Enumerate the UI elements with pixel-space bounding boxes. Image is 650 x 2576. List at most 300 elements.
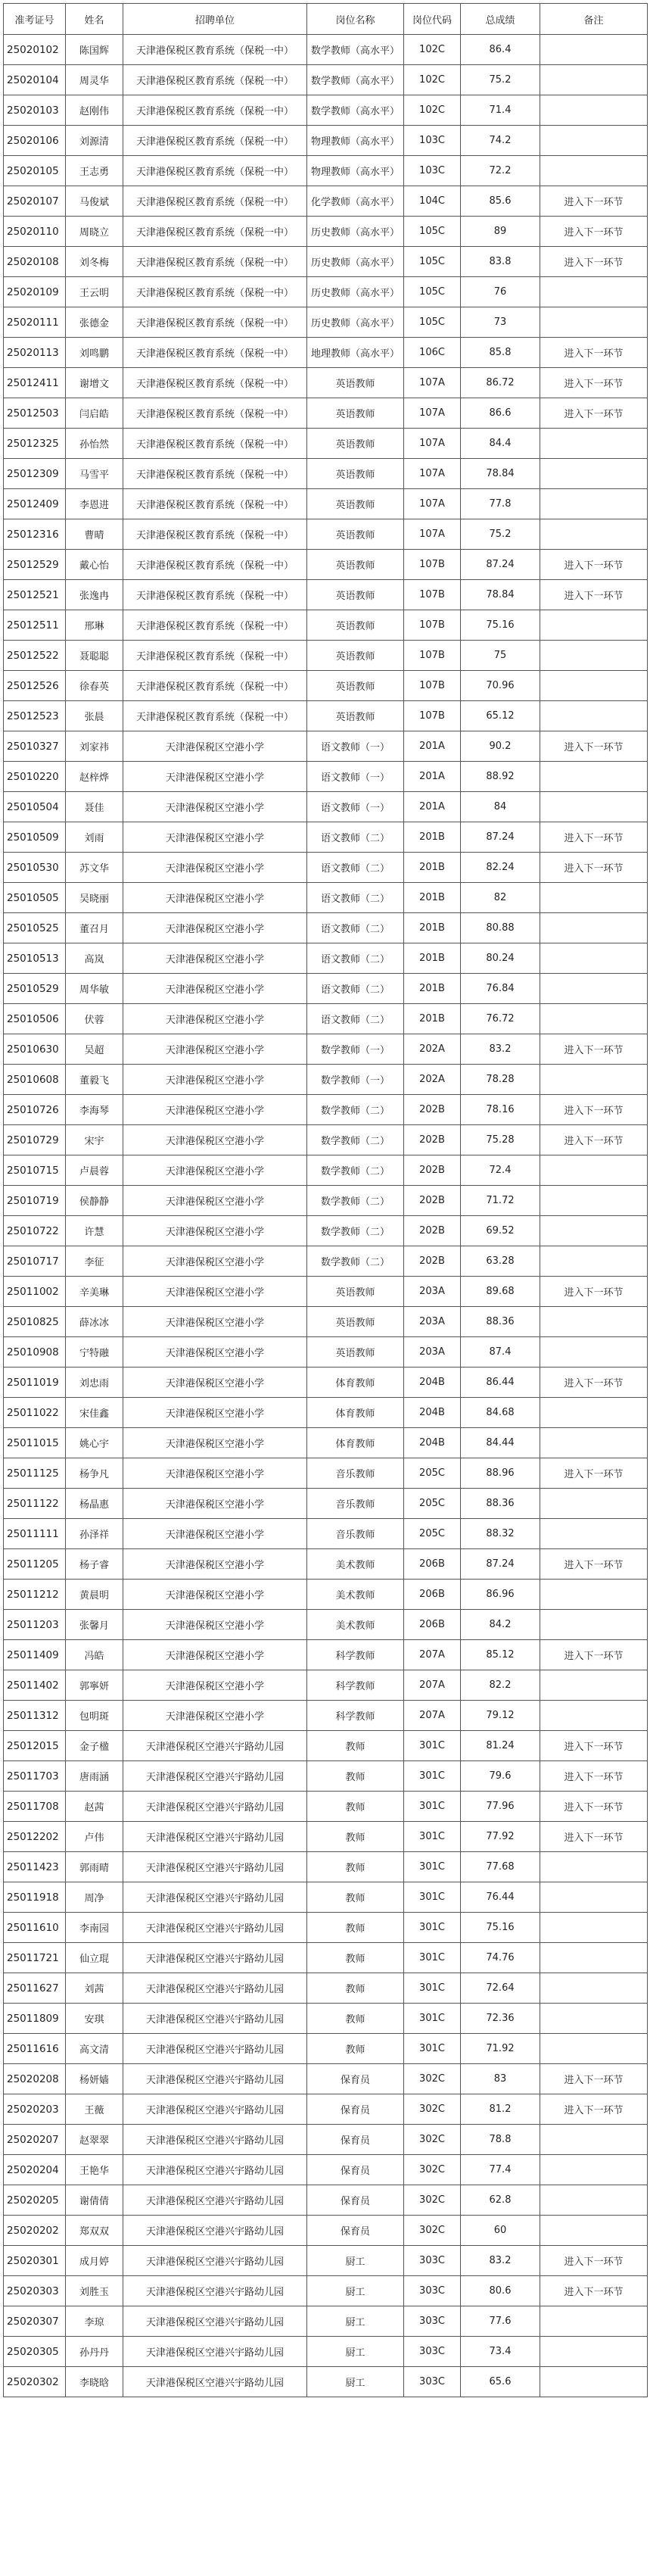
cell-name: 许慧 <box>66 1216 123 1246</box>
table-row <box>4 883 648 913</box>
cell-name: 戴心怡 <box>66 550 123 580</box>
cell-total-score: 83.2 <box>461 2246 540 2276</box>
cell-exam-id: 25010525 <box>4 913 66 943</box>
cell-name: 张晨 <box>66 701 123 731</box>
cell-total-score: 88.36 <box>461 1307 540 1337</box>
cell-position-code: 301C <box>404 1731 461 1761</box>
cell-position-code: 107A <box>404 519 461 550</box>
table-row <box>4 792 648 822</box>
table-row <box>4 338 648 368</box>
cell-position-code: 202B <box>404 1155 461 1186</box>
cell-name: 刘茜 <box>66 1973 123 2004</box>
cell-remark <box>540 429 648 459</box>
cell-total-score: 77.68 <box>461 1852 540 1882</box>
cell-name: 刘鸣鹏 <box>66 338 123 368</box>
cell-position: 教师 <box>307 2034 404 2064</box>
table-row <box>4 1670 648 1701</box>
cell-employer: 天津港保税区空港小学 <box>123 1670 307 1701</box>
cell-employer: 天津港保税区空港兴宇路幼儿园 <box>123 1761 307 1792</box>
cell-employer: 天津港保税区空港小学 <box>123 913 307 943</box>
cell-position-code: 303C <box>404 2367 461 2397</box>
cell-position-code: 205C <box>404 1519 461 1549</box>
cell-position-code: 207A <box>404 1701 461 1731</box>
cell-total-score: 75.28 <box>461 1125 540 1155</box>
table-row <box>4 368 648 398</box>
cell-position: 美术教师 <box>307 1549 404 1580</box>
cell-position: 数学教师（二） <box>307 1216 404 1246</box>
table-row <box>4 126 648 156</box>
cell-name: 孙怡然 <box>66 429 123 459</box>
cell-remark <box>540 1943 648 1973</box>
table-row <box>4 1065 648 1095</box>
cell-position-code: 107B <box>404 641 461 671</box>
cell-position-code: 201A <box>404 762 461 792</box>
cell-position: 科学教师 <box>307 1640 404 1670</box>
cell-name: 宋佳鑫 <box>66 1398 123 1428</box>
cell-remark <box>540 1913 648 1943</box>
cell-position-code: 105C <box>404 247 461 277</box>
cell-remark <box>540 1186 648 1216</box>
cell-employer: 天津港保税区教育系统（保税一中） <box>123 247 307 277</box>
cell-position-code: 206B <box>404 1580 461 1610</box>
cell-remark <box>540 883 648 913</box>
cell-position: 语文教师（一） <box>307 731 404 762</box>
cell-position-code: 106C <box>404 338 461 368</box>
cell-position-code: 203A <box>404 1277 461 1307</box>
cell-employer: 天津港保税区空港兴宇路幼儿园 <box>123 1882 307 1913</box>
cell-total-score: 87.24 <box>461 550 540 580</box>
table-row <box>4 1428 648 1458</box>
cell-name: 刘雨 <box>66 822 123 853</box>
cell-employer: 天津港保税区空港兴宇路幼儿园 <box>123 1822 307 1852</box>
cell-position-code: 203A <box>404 1337 461 1368</box>
cell-total-score: 65.6 <box>461 2367 540 2397</box>
table-row <box>4 1640 648 1670</box>
cell-total-score: 79.12 <box>461 1701 540 1731</box>
cell-remark: 进入下一环节 <box>540 2064 648 2094</box>
cell-name: 金子楹 <box>66 1731 123 1761</box>
cell-exam-id: 25011409 <box>4 1640 66 1670</box>
table-row <box>4 1489 648 1519</box>
cell-employer: 天津港保税区教育系统（保税一中） <box>123 338 307 368</box>
cell-position-code: 102C <box>404 95 461 126</box>
cell-total-score: 71.72 <box>461 1186 540 1216</box>
cell-position: 美术教师 <box>307 1610 404 1640</box>
cell-exam-id: 25011721 <box>4 1943 66 1973</box>
cell-remark: 进入下一环节 <box>540 1368 648 1398</box>
cell-exam-id: 25010220 <box>4 762 66 792</box>
cell-position-code: 301C <box>404 1761 461 1792</box>
cell-total-score: 74.76 <box>461 1943 540 1973</box>
cell-position-code: 102C <box>404 65 461 95</box>
cell-position: 数学教师（高水平） <box>307 95 404 126</box>
cell-remark: 进入下一环节 <box>540 1761 648 1792</box>
table-row <box>4 974 648 1004</box>
cell-total-score: 86.72 <box>461 368 540 398</box>
cell-remark <box>540 701 648 731</box>
cell-position-code: 202B <box>404 1095 461 1125</box>
cell-exam-id: 25012526 <box>4 671 66 701</box>
cell-position: 数学教师（一） <box>307 1065 404 1095</box>
cell-position-code: 206B <box>404 1549 461 1580</box>
cell-employer: 天津港保税区空港小学 <box>123 1004 307 1034</box>
cell-position-code: 303C <box>404 2337 461 2367</box>
cell-position: 英语教师 <box>307 1307 404 1337</box>
cell-exam-id: 25020207 <box>4 2125 66 2155</box>
table-row <box>4 1186 648 1216</box>
cell-employer: 天津港保税区教育系统（保税一中） <box>123 671 307 701</box>
cell-employer: 天津港保税区空港兴宇路幼儿园 <box>123 2185 307 2216</box>
cell-position: 数学教师（二） <box>307 1186 404 1216</box>
cell-position-code: 201B <box>404 913 461 943</box>
table-body <box>4 35 648 2397</box>
cell-position-code: 201B <box>404 943 461 974</box>
cell-remark <box>540 156 648 186</box>
cell-remark <box>540 2306 648 2337</box>
cell-position: 地理教师（高水平） <box>307 338 404 368</box>
cell-employer: 天津港保税区教育系统（保税一中） <box>123 489 307 519</box>
table-row <box>4 1216 648 1246</box>
cell-exam-id: 25020301 <box>4 2246 66 2276</box>
cell-remark <box>540 792 648 822</box>
cell-exam-id: 25011203 <box>4 1610 66 1640</box>
cell-position-code: 107A <box>404 368 461 398</box>
cell-name: 赵梓烨 <box>66 762 123 792</box>
cell-employer: 天津港保税区空港小学 <box>123 1610 307 1640</box>
cell-name: 唐雨涵 <box>66 1761 123 1792</box>
cell-employer: 天津港保税区空港小学 <box>123 1065 307 1095</box>
cell-position-code: 301C <box>404 1973 461 2004</box>
cell-name: 董毅飞 <box>66 1065 123 1095</box>
table-row <box>4 1549 648 1580</box>
table-row <box>4 35 648 65</box>
cell-position-code: 204B <box>404 1428 461 1458</box>
table-row <box>4 943 648 974</box>
cell-name: 郑双双 <box>66 2216 123 2246</box>
cell-total-score: 89 <box>461 217 540 247</box>
cell-total-score: 75.2 <box>461 65 540 95</box>
cell-name: 苏文华 <box>66 853 123 883</box>
cell-position-code: 301C <box>404 2034 461 2064</box>
cell-position: 英语教师 <box>307 610 404 641</box>
cell-name: 仙立琨 <box>66 1943 123 1973</box>
cell-employer: 天津港保税区教育系统（保税一中） <box>123 217 307 247</box>
table-row <box>4 822 648 853</box>
cell-employer: 天津港保税区教育系统（保税一中） <box>123 701 307 731</box>
cell-position-code: 301C <box>404 1852 461 1882</box>
cell-name: 徐春英 <box>66 671 123 701</box>
cell-exam-id: 25010908 <box>4 1337 66 1368</box>
cell-employer: 天津港保税区空港兴宇路幼儿园 <box>123 2064 307 2094</box>
cell-remark <box>540 2367 648 2397</box>
cell-name: 姚心宇 <box>66 1428 123 1458</box>
cell-remark: 进入下一环节 <box>540 580 648 610</box>
cell-position: 教师 <box>307 1731 404 1761</box>
cell-name: 宁特融 <box>66 1337 123 1368</box>
table-row <box>4 2306 648 2337</box>
cell-position-code: 105C <box>404 217 461 247</box>
cell-remark <box>540 1428 648 1458</box>
cell-total-score: 81.2 <box>461 2094 540 2125</box>
cell-total-score: 60 <box>461 2216 540 2246</box>
cell-employer: 天津港保税区教育系统（保税一中） <box>123 35 307 65</box>
table-row <box>4 853 648 883</box>
table-row <box>4 610 648 641</box>
cell-name: 王志勇 <box>66 156 123 186</box>
cell-exam-id: 25010509 <box>4 822 66 853</box>
cell-position-code: 107A <box>404 489 461 519</box>
cell-position-code: 204B <box>404 1368 461 1398</box>
cell-total-score: 77.6 <box>461 2306 540 2337</box>
cell-employer: 天津港保税区空港兴宇路幼儿园 <box>123 2367 307 2397</box>
cell-exam-id: 25011312 <box>4 1701 66 1731</box>
cell-total-score: 73 <box>461 307 540 338</box>
cell-exam-id: 25011212 <box>4 1580 66 1610</box>
cell-exam-id: 25010504 <box>4 792 66 822</box>
table-row <box>4 550 648 580</box>
cell-exam-id: 25010529 <box>4 974 66 1004</box>
cell-total-score: 84.4 <box>461 429 540 459</box>
table-row <box>4 641 648 671</box>
cell-exam-id: 25012529 <box>4 550 66 580</box>
cell-employer: 天津港保税区空港兴宇路幼儿园 <box>123 2246 307 2276</box>
cell-remark <box>540 65 648 95</box>
cell-exam-id: 25020203 <box>4 2094 66 2125</box>
cell-position: 保育员 <box>307 2094 404 2125</box>
cell-exam-id: 25011111 <box>4 1519 66 1549</box>
cell-name: 卢伟 <box>66 1822 123 1852</box>
cell-total-score: 78.84 <box>461 459 540 489</box>
table-row <box>4 1822 648 1852</box>
table-row <box>4 2155 648 2185</box>
table-row <box>4 1610 648 1640</box>
cell-exam-id: 25020104 <box>4 65 66 95</box>
cell-exam-id: 25011610 <box>4 1913 66 1943</box>
cell-name: 王艳华 <box>66 2155 123 2185</box>
cell-exam-id: 25012015 <box>4 1731 66 1761</box>
cell-total-score: 74.2 <box>461 126 540 156</box>
cell-remark <box>540 277 648 307</box>
cell-employer: 天津港保税区教育系统（保税一中） <box>123 186 307 217</box>
cell-employer: 天津港保税区教育系统（保税一中） <box>123 610 307 641</box>
table-row <box>4 701 648 731</box>
cell-position-code: 301C <box>404 1792 461 1822</box>
cell-name: 周灵华 <box>66 65 123 95</box>
cell-exam-id: 25011019 <box>4 1368 66 1398</box>
cell-remark: 进入下一环节 <box>540 247 648 277</box>
cell-name: 刘胜玉 <box>66 2276 123 2306</box>
cell-position-code: 303C <box>404 2306 461 2337</box>
cell-remark: 进入下一环节 <box>540 1034 648 1065</box>
cell-position: 化学教师（高水平） <box>307 186 404 217</box>
cell-position: 厨工 <box>307 2276 404 2306</box>
table-row <box>4 2276 648 2306</box>
cell-total-score: 82 <box>461 883 540 913</box>
cell-remark: 进入下一环节 <box>540 1277 648 1307</box>
cell-position: 历史教师（高水平） <box>307 307 404 338</box>
cell-total-score: 82.2 <box>461 1670 540 1701</box>
cell-total-score: 83.2 <box>461 1034 540 1065</box>
cell-total-score: 85.6 <box>461 186 540 217</box>
cell-position-code: 202B <box>404 1216 461 1246</box>
cell-position: 音乐教师 <box>307 1458 404 1489</box>
cell-remark: 进入下一环节 <box>540 398 648 429</box>
cell-name: 李恩进 <box>66 489 123 519</box>
cell-remark <box>540 1882 648 1913</box>
cell-remark: 进入下一环节 <box>540 853 648 883</box>
cell-exam-id: 25020205 <box>4 2185 66 2216</box>
cell-position: 教师 <box>307 1792 404 1822</box>
cell-employer: 天津港保税区教育系统（保税一中） <box>123 641 307 671</box>
cell-total-score: 62.8 <box>461 2185 540 2216</box>
cell-exam-id: 25020103 <box>4 95 66 126</box>
cell-remark <box>540 1337 648 1368</box>
header-position-code: 岗位代码 <box>404 4 461 35</box>
cell-position: 数学教师（高水平） <box>307 35 404 65</box>
cell-position: 语文教师（一） <box>307 792 404 822</box>
cell-position: 教师 <box>307 2004 404 2034</box>
cell-position-code: 104C <box>404 186 461 217</box>
cell-exam-id: 25010719 <box>4 1186 66 1216</box>
table-row <box>4 2034 648 2064</box>
cell-employer: 天津港保税区空港小学 <box>123 1519 307 1549</box>
cell-position-code: 201B <box>404 853 461 883</box>
cell-total-score: 85.12 <box>461 1640 540 1670</box>
cell-position-code: 301C <box>404 2004 461 2034</box>
cell-position: 历史教师（高水平） <box>307 247 404 277</box>
cell-name: 李晓晗 <box>66 2367 123 2397</box>
cell-total-score: 78.16 <box>461 1095 540 1125</box>
table-row <box>4 1973 648 2004</box>
cell-name: 冯皓 <box>66 1640 123 1670</box>
cell-position: 英语教师 <box>307 550 404 580</box>
cell-name: 宋宇 <box>66 1125 123 1155</box>
table-row <box>4 2125 648 2155</box>
cell-position: 保育员 <box>307 2125 404 2155</box>
cell-remark: 进入下一环节 <box>540 822 648 853</box>
cell-employer: 天津港保税区空港兴宇路幼儿园 <box>123 1731 307 1761</box>
cell-position: 体育教师 <box>307 1428 404 1458</box>
cell-position: 教师 <box>307 1761 404 1792</box>
header-name: 姓名 <box>66 4 123 35</box>
cell-exam-id: 25010722 <box>4 1216 66 1246</box>
cell-name: 郭寧妍 <box>66 1670 123 1701</box>
table-row <box>4 580 648 610</box>
table-row <box>4 1913 648 1943</box>
cell-remark <box>540 2337 648 2367</box>
cell-name: 包明斑 <box>66 1701 123 1731</box>
cell-employer: 天津港保税区空港小学 <box>123 731 307 762</box>
cell-name: 陈国辉 <box>66 35 123 65</box>
cell-remark <box>540 1307 648 1337</box>
cell-position-code: 207A <box>404 1670 461 1701</box>
cell-exam-id: 25020105 <box>4 156 66 186</box>
table-row <box>4 1882 648 1913</box>
cell-name: 周晓立 <box>66 217 123 247</box>
cell-name: 马雪平 <box>66 459 123 489</box>
cell-remark: 进入下一环节 <box>540 2094 648 2125</box>
cell-total-score: 77.4 <box>461 2155 540 2185</box>
cell-remark: 进入下一环节 <box>540 1731 648 1761</box>
cell-position-code: 201A <box>404 792 461 822</box>
cell-position-code: 202B <box>404 1246 461 1277</box>
cell-name: 王云明 <box>66 277 123 307</box>
table-row <box>4 671 648 701</box>
cell-total-score: 88.36 <box>461 1489 540 1519</box>
cell-remark: 进入下一环节 <box>540 1822 648 1852</box>
cell-exam-id: 25011402 <box>4 1670 66 1701</box>
cell-position: 英语教师 <box>307 489 404 519</box>
cell-exam-id: 25012523 <box>4 701 66 731</box>
cell-position-code: 301C <box>404 1882 461 1913</box>
cell-position: 数学教师（二） <box>307 1155 404 1186</box>
cell-employer: 天津港保税区空港兴宇路幼儿园 <box>123 2125 307 2155</box>
cell-name: 孙丹丹 <box>66 2337 123 2367</box>
cell-position: 保育员 <box>307 2064 404 2094</box>
cell-employer: 天津港保税区空港兴宇路幼儿园 <box>123 2004 307 2034</box>
cell-exam-id: 25012202 <box>4 1822 66 1852</box>
cell-exam-id: 25020106 <box>4 126 66 156</box>
cell-position: 保育员 <box>307 2216 404 2246</box>
cell-remark <box>540 1004 648 1034</box>
cell-name: 高岚 <box>66 943 123 974</box>
cell-employer: 天津港保税区空港兴宇路幼儿园 <box>123 1792 307 1822</box>
cell-position: 体育教师 <box>307 1398 404 1428</box>
table-row <box>4 1246 648 1277</box>
cell-exam-id: 25011002 <box>4 1277 66 1307</box>
table-row <box>4 1701 648 1731</box>
cell-position: 数学教师（二） <box>307 1125 404 1155</box>
cell-employer: 天津港保税区教育系统（保税一中） <box>123 368 307 398</box>
table-row <box>4 398 648 429</box>
cell-remark <box>540 519 648 550</box>
cell-position-code: 205C <box>404 1489 461 1519</box>
cell-employer: 天津港保税区空港小学 <box>123 1125 307 1155</box>
cell-position: 教师 <box>307 1973 404 2004</box>
table-row <box>4 65 648 95</box>
cell-exam-id: 25011423 <box>4 1852 66 1882</box>
table-row <box>4 489 648 519</box>
table-row <box>4 2367 648 2397</box>
table-row <box>4 1792 648 1822</box>
table-row <box>4 156 648 186</box>
cell-position: 英语教师 <box>307 1277 404 1307</box>
table-row <box>4 1307 648 1337</box>
cell-position: 教师 <box>307 1913 404 1943</box>
cell-total-score: 78.84 <box>461 580 540 610</box>
cell-total-score: 88.32 <box>461 1519 540 1549</box>
cell-position-code: 201B <box>404 883 461 913</box>
cell-employer: 天津港保税区空港小学 <box>123 792 307 822</box>
cell-position-code: 302C <box>404 2125 461 2155</box>
table-row <box>4 1398 648 1428</box>
cell-total-score: 83.8 <box>461 247 540 277</box>
cell-position-code: 302C <box>404 2185 461 2216</box>
cell-employer: 天津港保税区教育系统（保税一中） <box>123 550 307 580</box>
table-row <box>4 247 648 277</box>
cell-employer: 天津港保税区空港兴宇路幼儿园 <box>123 1913 307 1943</box>
cell-employer: 天津港保税区教育系统（保税一中） <box>123 307 307 338</box>
cell-total-score: 76.44 <box>461 1882 540 1913</box>
cell-name: 李琼 <box>66 2306 123 2337</box>
cell-exam-id: 25020110 <box>4 217 66 247</box>
cell-remark <box>540 2185 648 2216</box>
cell-exam-id: 25011122 <box>4 1489 66 1519</box>
cell-remark: 进入下一环节 <box>540 368 648 398</box>
cell-remark: 进入下一环节 <box>540 186 648 217</box>
cell-employer: 天津港保税区空港兴宇路幼儿园 <box>123 2155 307 2185</box>
cell-exam-id: 25012521 <box>4 580 66 610</box>
